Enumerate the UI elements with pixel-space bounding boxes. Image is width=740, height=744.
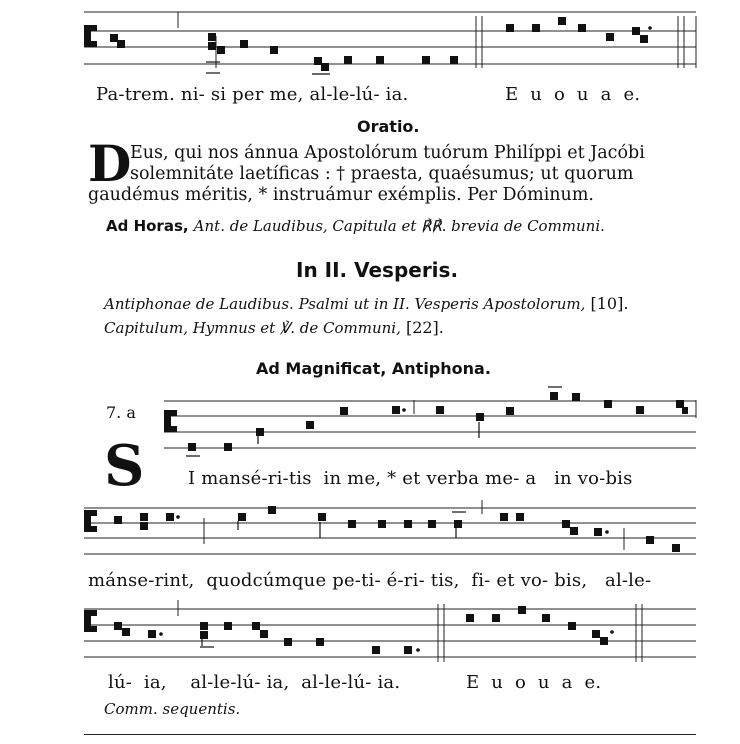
bottom-rule	[84, 734, 696, 735]
oratio-line-1: Eus, qui nos ánnua Apostolórum tuórum Philíppi et Jacóbi	[130, 143, 645, 163]
ad-horas-label: Ad Horas,	[106, 217, 189, 235]
oratio-line-2: solemnitáte laetíficas : † praesta, quaésumus; ut quorum	[130, 164, 634, 184]
chant-staff-3	[84, 500, 704, 562]
oratio-line-3: gaudémus méritis, * instruámur exémplis. Per Dóminum.	[88, 185, 594, 205]
oratio-dropcap: D	[88, 134, 132, 193]
magnificat-heading: Ad Magnificat, Antiphona.	[256, 359, 491, 378]
vesperae-heading: In II. Vesperis.	[296, 258, 459, 282]
ad-horas-line	[106, 216, 605, 235]
chant1-lyrics: Pa-trem. ni- si per me, al-le-lú- ia.	[96, 84, 409, 105]
magnificat-line-1-lyrics: I mansé-ri-tis in me, * et verba me- a in vo-bis	[188, 468, 633, 489]
magnificat-line-2-lyrics: mánse-rint, quodcúmque pe-ti- é-ri- tis, fi- et vo- bis, al-le-	[88, 570, 652, 591]
chant-staff-2	[164, 392, 704, 462]
oratio-heading: Oratio.	[357, 117, 420, 136]
vesperae-rubric-2: Capitulum, Hymnus et ℣. de Communi, [22].	[104, 318, 444, 337]
magnificat-line-3-euouae: E u o u a e.	[466, 672, 602, 693]
magnificat-dropcap: S	[104, 433, 145, 499]
ad-horas-text: Ant. de Laudibus, Capitula et ℟℟. brevia de Communi.	[193, 217, 605, 235]
chant-staff-1	[84, 0, 704, 80]
chant-staff-4	[84, 600, 704, 666]
chant1-euouae: E u o u a e.	[505, 84, 641, 105]
magnificat-footer: Comm. sequentis.	[104, 700, 241, 718]
magnificat-mode: 7. a	[106, 403, 136, 422]
vesperae-rubric-1: Antiphonae de Laudibus. Psalmi ut in II. Vesperis Apostolorum, [10].	[104, 294, 629, 313]
magnificat-line-3-lyrics: lú- ia, al-le-lú- ia, al-le-lú- ia.	[108, 672, 401, 693]
